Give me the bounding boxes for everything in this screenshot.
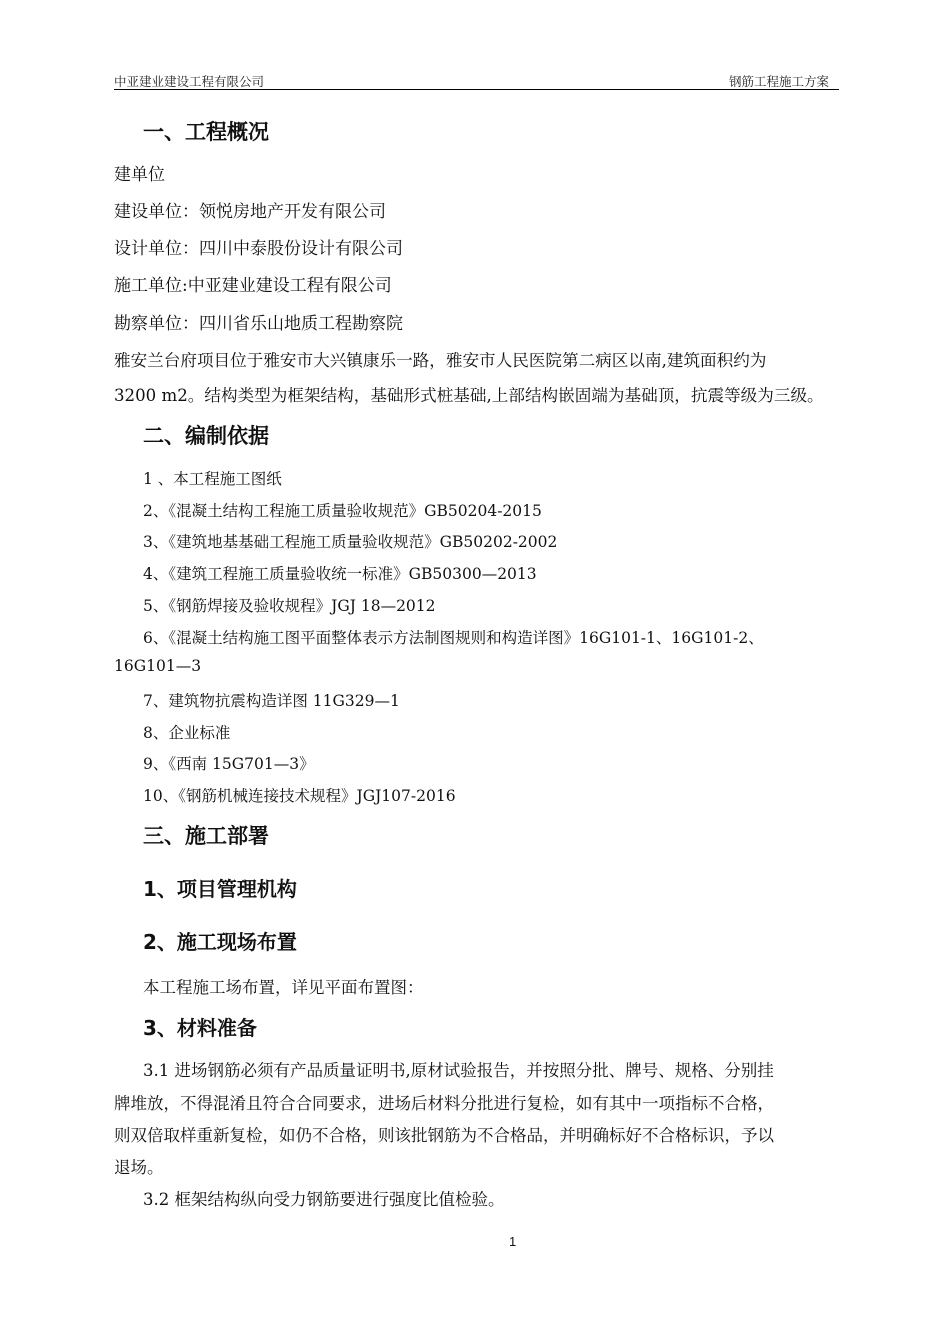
s3-subheading: 1、项目管理机构 xyxy=(143,877,297,901)
s2-item-continued: 16G101—3 xyxy=(114,657,202,675)
s3-sub2-text: 本工程施工场布置，详见平面布置图： xyxy=(143,978,424,997)
page-number: 1 xyxy=(509,1234,517,1249)
s1-line: 设计单位：四川中泰股份设计有限公司 xyxy=(114,239,403,259)
s2-item: 10、《钢筋机械连接技术规程》JGJ107-2016 xyxy=(143,787,456,805)
header-rule xyxy=(114,89,839,90)
s2-item: 5、《钢筋焊接及验收规程》JGJ 18—2012 xyxy=(143,597,436,615)
s2-item: 2、《混凝土结构工程施工质量验收规范》GB50204-2015 xyxy=(143,502,542,520)
s1-line: 建单位 xyxy=(114,165,165,185)
s2-item: 7、建筑物抗震构造详图 11G329—1 xyxy=(143,692,400,710)
s2-item: 9、《西南 15G701—3》 xyxy=(143,755,315,773)
header-company: 中亚建业建设工程有限公司 xyxy=(114,74,265,89)
s1-desc-line: 雅安兰台府项目位于雅安市大兴镇康乐一路，雅安市人民医院第二病区以南,建筑面积约为 xyxy=(114,351,767,370)
s1-desc-line: 3200 m2。结构类型为框架结构，基础形式桩基础,上部结构嵌固端为基础顶，抗震等级为三级。 xyxy=(114,386,824,405)
s3-paragraph-line: 3.1 进场钢筋必须有产品质量证明书,原材试验报告，并按照分批、牌号、规格、分别挂 xyxy=(143,1061,774,1080)
section-1-title: 一、工程概况 xyxy=(143,120,269,144)
s3-paragraph: 3.2 框架结构纵向受力钢筋要进行强度比值检验。 xyxy=(143,1190,505,1209)
s2-item: 6、《混凝土结构施工图平面整体表示方法制图规则和构造详图》16G101-1、16G101-2、 xyxy=(143,629,764,647)
header-doc-title: 钢筋工程施工方案 xyxy=(729,74,830,89)
s3-subheading: 3、材料准备 xyxy=(143,1016,257,1040)
s3-paragraph-line: 则双倍取样重新复检，如仍不合格，则该批钢筋为不合格品，并明确标好不合格标识，予以 xyxy=(114,1126,774,1145)
s3-paragraph-line: 退场。 xyxy=(114,1158,164,1177)
section-3-title: 三、施工部署 xyxy=(143,824,269,848)
section-2-title: 二、编制依据 xyxy=(143,424,269,448)
s2-item: 3、《建筑地基基础工程施工质量验收规范》GB50202-2002 xyxy=(143,533,558,551)
s2-item: 8、企业标准 xyxy=(143,724,231,742)
s3-subheading: 2、施工现场布置 xyxy=(143,930,297,954)
s2-item: 4、《建筑工程施工质量验收统一标准》GB50300—2013 xyxy=(143,565,537,583)
s1-line: 建设单位：领悦房地产开发有限公司 xyxy=(114,202,386,222)
s2-item: 1 、本工程施工图纸 xyxy=(143,470,282,488)
s3-paragraph-line: 牌堆放，不得混淆且符合合同要求，进场后材料分批进行复检，如有其中一项指标不合格， xyxy=(114,1094,774,1113)
s1-line: 施工单位:中亚建业建设工程有限公司 xyxy=(114,276,392,296)
s1-line: 勘察单位：四川省乐山地质工程勘察院 xyxy=(114,314,403,334)
